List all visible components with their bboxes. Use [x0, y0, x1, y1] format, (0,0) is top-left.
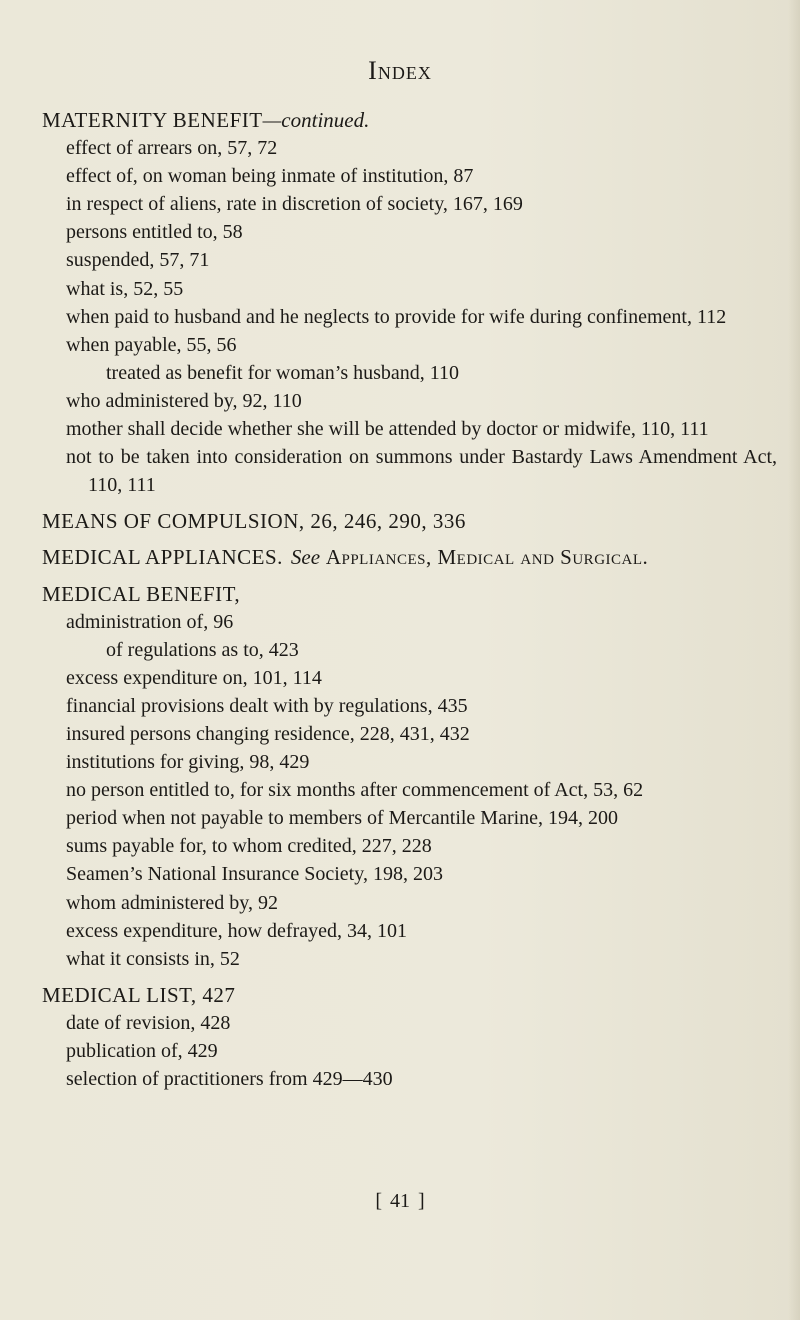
sub-entry: persons entitled to, 58 — [66, 221, 243, 244]
entry-heading: MEDICAL LIST, 427 — [42, 982, 236, 1007]
see-reference-target: Appliances, Medical and Surgical. — [325, 545, 649, 570]
entry-heading: MEDICAL BENEFIT, — [42, 581, 241, 606]
sub-entry: selection of practitioners from 429—430 — [66, 1068, 393, 1091]
index-entry-medical-benefit — [42, 580, 777, 973]
sub-entry: excess expenditure, how defrayed, 34, 101 — [66, 919, 407, 942]
sub-entry: excess expenditure on, 101, 114 — [66, 666, 322, 689]
sub-entry: what it consists in, 52 — [66, 947, 240, 970]
sub-entry: effect of, on woman being inmate of institution, 87 — [66, 165, 474, 188]
sub-sub-entry: treated as benefit for woman’s husband, 110 — [106, 361, 460, 384]
sub-entry: no person entitled to, for six months after commencement of Act, 53, 62 — [66, 779, 644, 802]
sub-entry: when paid to husband and he neglects to provide for wife during confinement, 112 — [66, 305, 727, 328]
sub-entry: not to be taken into consideration on summons under Bastardy Laws Amendment Act, 110, 111 — [66, 446, 777, 497]
index-entry-maternity-benefit — [42, 106, 777, 499]
sub-entry: when payable, 55, 56 — [66, 333, 237, 356]
sub-entry: insured persons changing residence, 228, 431, 432 — [66, 722, 470, 745]
sub-entry: administration of, 96 — [66, 610, 234, 633]
sub-entry: Seamen’s National Insurance Society, 198, 203 — [66, 863, 443, 886]
sub-entry: date of revision, 428 — [66, 1011, 231, 1034]
sub-entry: in respect of aliens, rate in discretion of society, 167, 169 — [66, 193, 523, 216]
continued-label: —continued. — [262, 108, 370, 132]
entry-heading — [42, 543, 777, 571]
page-edge-shadow — [788, 0, 800, 1320]
sub-entry: effect of arrears on, 57, 72 — [66, 137, 278, 160]
heading-text: MEDICAL APPLIANCES. — [42, 545, 283, 570]
sub-entry: publication of, 429 — [66, 1040, 218, 1062]
sub-entry: what is, 52, 55 — [66, 277, 184, 300]
sub-entry: who administered by, 92, 110 — [66, 389, 302, 412]
see-reference-label: See — [290, 545, 321, 570]
sub-entry: financial provisions dealt with by regulations, 435 — [66, 694, 468, 717]
sub-entry: period when not payable to members of Mercantile Marine, 194, 200 — [66, 807, 619, 830]
index-entry-medical-appliances — [42, 543, 777, 571]
page-header: Index — [368, 56, 432, 85]
sub-entry: suspended, 57, 71 — [66, 249, 210, 272]
sub-sub-entry: of regulations as to, 423 — [106, 638, 299, 661]
index-entry-medical-list — [42, 981, 777, 1093]
heading-text: MATERNITY BENEFIT — [42, 108, 263, 132]
index-body — [42, 106, 777, 1101]
sub-entry: mother shall decide whether she will be attended by doctor or midwife, 110, 111 — [66, 418, 709, 441]
entry-heading: MEANS OF COMPULSION, 26, 246, 290, 336 — [42, 509, 466, 534]
page-number: [ 41 ] — [375, 1190, 425, 1212]
sub-entry: sums payable for, to whom credited, 227, 228 — [66, 835, 432, 858]
entry-heading — [42, 106, 777, 134]
sub-entry: institutions for giving, 98, 429 — [66, 751, 310, 774]
sub-entry: whom administered by, 92 — [66, 891, 279, 914]
index-entry-means-of-compulsion — [42, 507, 777, 535]
